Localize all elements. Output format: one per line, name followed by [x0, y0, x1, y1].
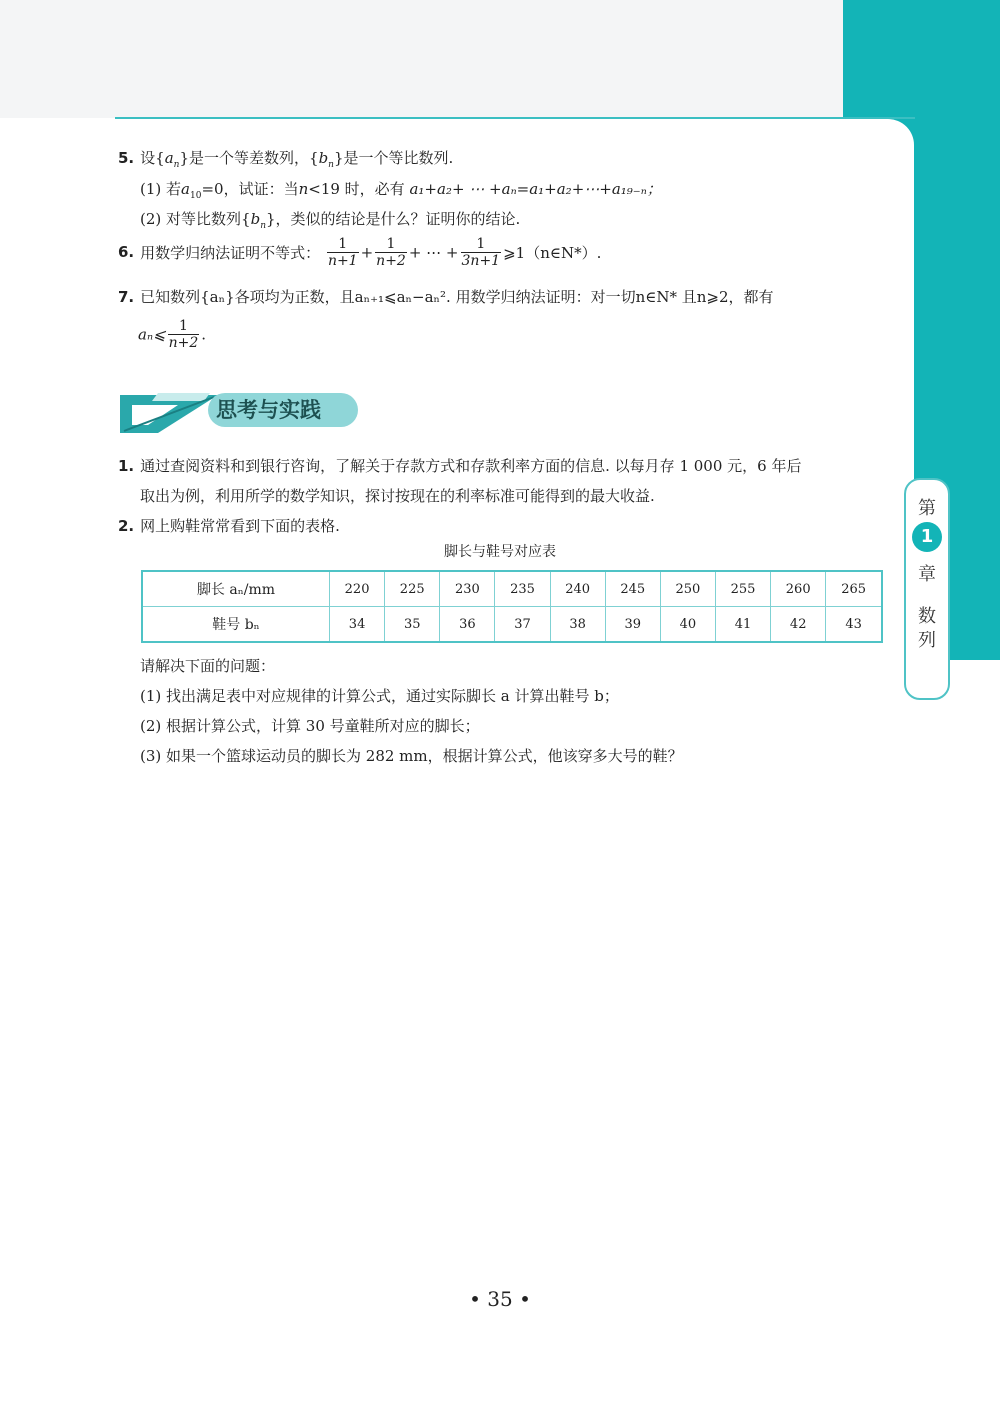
exercise-7: 7. 已知数列{aₙ}各项均为正数，且aₙ₊₁⩽aₙ−aₙ². 用数学归纳法证明：对一切n∈N* 且n⩾2，都有 — [118, 288, 774, 306]
practice-2: 2. 网上购鞋常常看到下面的表格. — [118, 517, 340, 535]
table-cell: 235 — [495, 571, 550, 607]
question-2: (2) 根据计算公式，计算 30 号童鞋所对应的脚长； — [140, 717, 480, 735]
table-cell: 37 — [495, 607, 550, 643]
fraction: $\frac{1}{n+1}$ — [327, 236, 358, 269]
table-cell: 245 — [605, 571, 660, 607]
table-cell: 220 — [330, 571, 385, 607]
section-title: 思考与实践 — [208, 393, 358, 427]
exercise-5: 5. 设$\{a_n\}$是一个等差数列，$\{b_n\}$是一个等比数列. — [118, 149, 454, 170]
question-3: (3) 如果一个篮球运动员的脚长为 282 mm，根据计算公式，他该穿多大号的鞋？ — [140, 747, 683, 765]
table-cell: 40 — [660, 607, 715, 643]
table-row — [142, 607, 882, 643]
practice-1: 1. 通过查阅资料和到银行咨询，了解关于存款方式和存款利率方面的信息. 以每月存 1 000 元，6 年后 — [118, 457, 802, 475]
table-cell: 38 — [550, 607, 605, 643]
practice-1-line-2: 取出为例，利用所学的数学知识，探讨按现在的利率标准可能得到的最大收益. — [140, 487, 655, 505]
table-cell: 250 — [660, 571, 715, 607]
page-number: • 35 • — [469, 1287, 531, 1311]
table-cell: 36 — [440, 607, 495, 643]
table-row — [142, 571, 882, 607]
exercise-7-conclusion: aₙ⩽ $\frac{1}{n+2}$ . — [138, 318, 207, 351]
exercise-5-part-1: (1) 若$a_{10}=0$，试证：当n<19 时，必有 a₁+a₂+ ⋯ +aₙ=a₁+a₂+⋯+a₁₉₋ₙ； — [140, 180, 662, 201]
table-caption: 脚长与鞋号对应表 — [444, 544, 556, 560]
table-cell: 230 — [440, 571, 495, 607]
table-cell: 265 — [826, 571, 882, 607]
table-cell: 240 — [550, 571, 605, 607]
row-header: 鞋号 bₙ — [142, 607, 330, 643]
exercise-number: 2. — [118, 517, 135, 535]
table-cell: 260 — [771, 571, 826, 607]
fraction: $\frac{1}{n+2}$ — [376, 236, 406, 269]
table-cell: 35 — [385, 607, 440, 643]
shoe-size-table — [141, 570, 883, 643]
table-cell: 43 — [826, 607, 882, 643]
row-header: 脚长 aₙ/mm — [142, 571, 330, 607]
fraction: $\frac{1}{3n+1}$ — [461, 236, 501, 269]
exercise-6: 6. 用数学归纳法证明不等式： $\frac{1}{n+1}$ + $\frac{1}{n+2}$ + ⋯ + $\frac{1}{3n+1}$ ⩾1（n∈N*）. — [118, 236, 602, 269]
exercise-number: 1. — [118, 457, 135, 475]
exercise-number: 7. — [118, 288, 135, 306]
questions-intro: 请解决下面的问题： — [140, 657, 276, 675]
exercise-number: 5. — [118, 149, 135, 167]
table-cell: 225 — [385, 571, 440, 607]
question-1: (1) 找出满足表中对应规律的计算公式，通过实际脚长 a 计算出鞋号 b； — [140, 687, 619, 705]
chapter-number-badge: 1 — [912, 522, 942, 552]
table-cell: 41 — [715, 607, 770, 643]
table-cell: 34 — [330, 607, 385, 643]
fraction: $\frac{1}{n+2}$ — [168, 318, 199, 351]
chapter-tab: 第 1 章 数 列 — [904, 478, 950, 700]
top-rule — [115, 117, 915, 119]
exercise-number: 6. — [118, 242, 135, 261]
section-header — [118, 385, 363, 435]
table-cell: 42 — [771, 607, 826, 643]
table-cell: 255 — [715, 571, 770, 607]
exercise-5-part-2: (2) 对等比数列$\{b_n\}$，类似的结论是什么？证明你的结论. — [140, 210, 521, 231]
table-cell: 39 — [605, 607, 660, 643]
